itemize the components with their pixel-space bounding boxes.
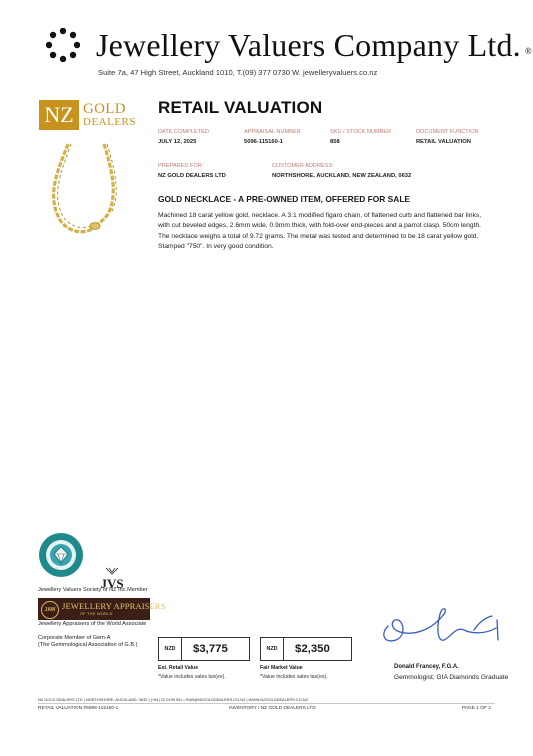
signature — [374, 600, 514, 646]
date-completed-value: JULY 12, 2025 — [158, 139, 197, 145]
badge-gold: GOLD — [83, 101, 126, 117]
badge-dealers: DEALERS — [83, 116, 136, 128]
footer-page-number: PAGE 1 OF 2 — [462, 706, 491, 711]
company-logo-icon — [46, 28, 80, 62]
appraisal-number-value: 5096-115160-1 — [244, 139, 284, 145]
badge-nz: NZ — [39, 100, 79, 130]
prepared-for-label: PREPARED FOR: — [158, 163, 204, 169]
jaw-subtitle: OF THE WORLD — [80, 612, 113, 616]
footer-inventory: INVENTORY / NZ GOLD DEALERS LTD — [229, 706, 316, 711]
retail-value-box — [158, 637, 250, 661]
retail-value-currency: NZD — [159, 638, 182, 660]
gem-a-association-text: (The Gemmological Association of G.B.) — [38, 642, 138, 648]
sku-value: 858 — [330, 139, 340, 145]
market-value-note: *Value includes sales tax(es). — [260, 674, 328, 680]
market-value-box — [260, 637, 352, 661]
appraisal-number-label: APPRAISAL NUMBER — [244, 129, 301, 135]
valuers-seal-icon — [38, 532, 84, 578]
gem-a-member-text: Corporate Member of Gem-A — [38, 635, 111, 641]
market-value-label: Fair Market Value — [260, 665, 303, 671]
market-value-currency: NZD — [261, 638, 284, 660]
jaw-logo — [38, 598, 166, 620]
document-title: RETAIL VALUATION — [158, 98, 323, 117]
necklace-photo — [38, 140, 138, 240]
company-name: Jewellery Valuers Company Ltd. ® — [96, 27, 532, 63]
date-completed-label: DATE COMPLETED — [158, 129, 209, 135]
item-heading: GOLD NECKLACE - A PRE-OWNED ITEM, OFFERED FOR SALE — [158, 194, 411, 204]
nz-gold-dealers-logo — [39, 100, 143, 130]
item-description: Machined 18 carat yellow gold, necklace. A 3:1 modified figaro chain, of flattened curb and flattened bar links, with cut beveled edges, 2.6mm wide, 0.9mm thick, with fold-over end-pieces and a parrot clasp. 50cm length. The necklace weighs a total of 9.72 grams. The metal was tested and determined to be 18 carat yellow gold. Stamped "750". In very good condition. — [158, 212, 482, 250]
company-address: Suite 7a, 47 High Street, Auckland 1010, T.(09) 377 0730 W. jewelleryvaluers.co.nz — [98, 68, 378, 77]
retail-value-amount: $3,775 — [193, 643, 228, 655]
footer-document-ref: RETAIL VALUATION #5096-115160-1 — [38, 706, 119, 711]
signatory-name: Donald Francey, F.G.A. — [394, 664, 459, 670]
document-function-label: DOCUMENT FUNCTION — [416, 129, 479, 135]
jaw-title: JEWELLERY APPRAISERS — [62, 601, 166, 611]
retail-value-note: *Value includes sales tax(es). — [158, 674, 226, 680]
footer-divider — [38, 703, 495, 704]
retail-value-label: Est. Retail Value — [158, 665, 199, 671]
jvs-membership-text: Jewellery Valuers Society of NZ Inc.Member — [38, 587, 148, 593]
customer-address-label: CUSTOMER ADDRESS: — [272, 163, 334, 169]
footer-contact-line: NZ GOLD DEALERS LTD | NORTHSHORE, AUCKLAND, 0632 | (+64) 22 0199 551 | HUB@NZGOLDDEALERS.CO.NZ | WWW.NZGOLDDEALERS.CO.NZ — [38, 697, 308, 702]
registered-mark: ® — [524, 46, 532, 56]
jaw-mark: JAW — [41, 601, 59, 619]
document-function-value: RETAIL VALUATION — [416, 139, 471, 145]
sku-label: SKU / STOCK NUMBER — [330, 129, 392, 135]
customer-address-value: NORTHSHORE, AUCKLAND, NEW ZEALAND, 0632 — [272, 173, 412, 179]
prepared-for-value: NZ GOLD DEALERS LTD — [158, 173, 226, 179]
market-value-amount: $2,350 — [295, 643, 330, 655]
jaw-associate-text: Jewellery Appraisers of the World Associate — [38, 621, 147, 627]
signatory-title: Gemmologist; GIA Diamonds Graduate — [394, 674, 509, 681]
jvs-mark: JVS — [100, 576, 124, 590]
